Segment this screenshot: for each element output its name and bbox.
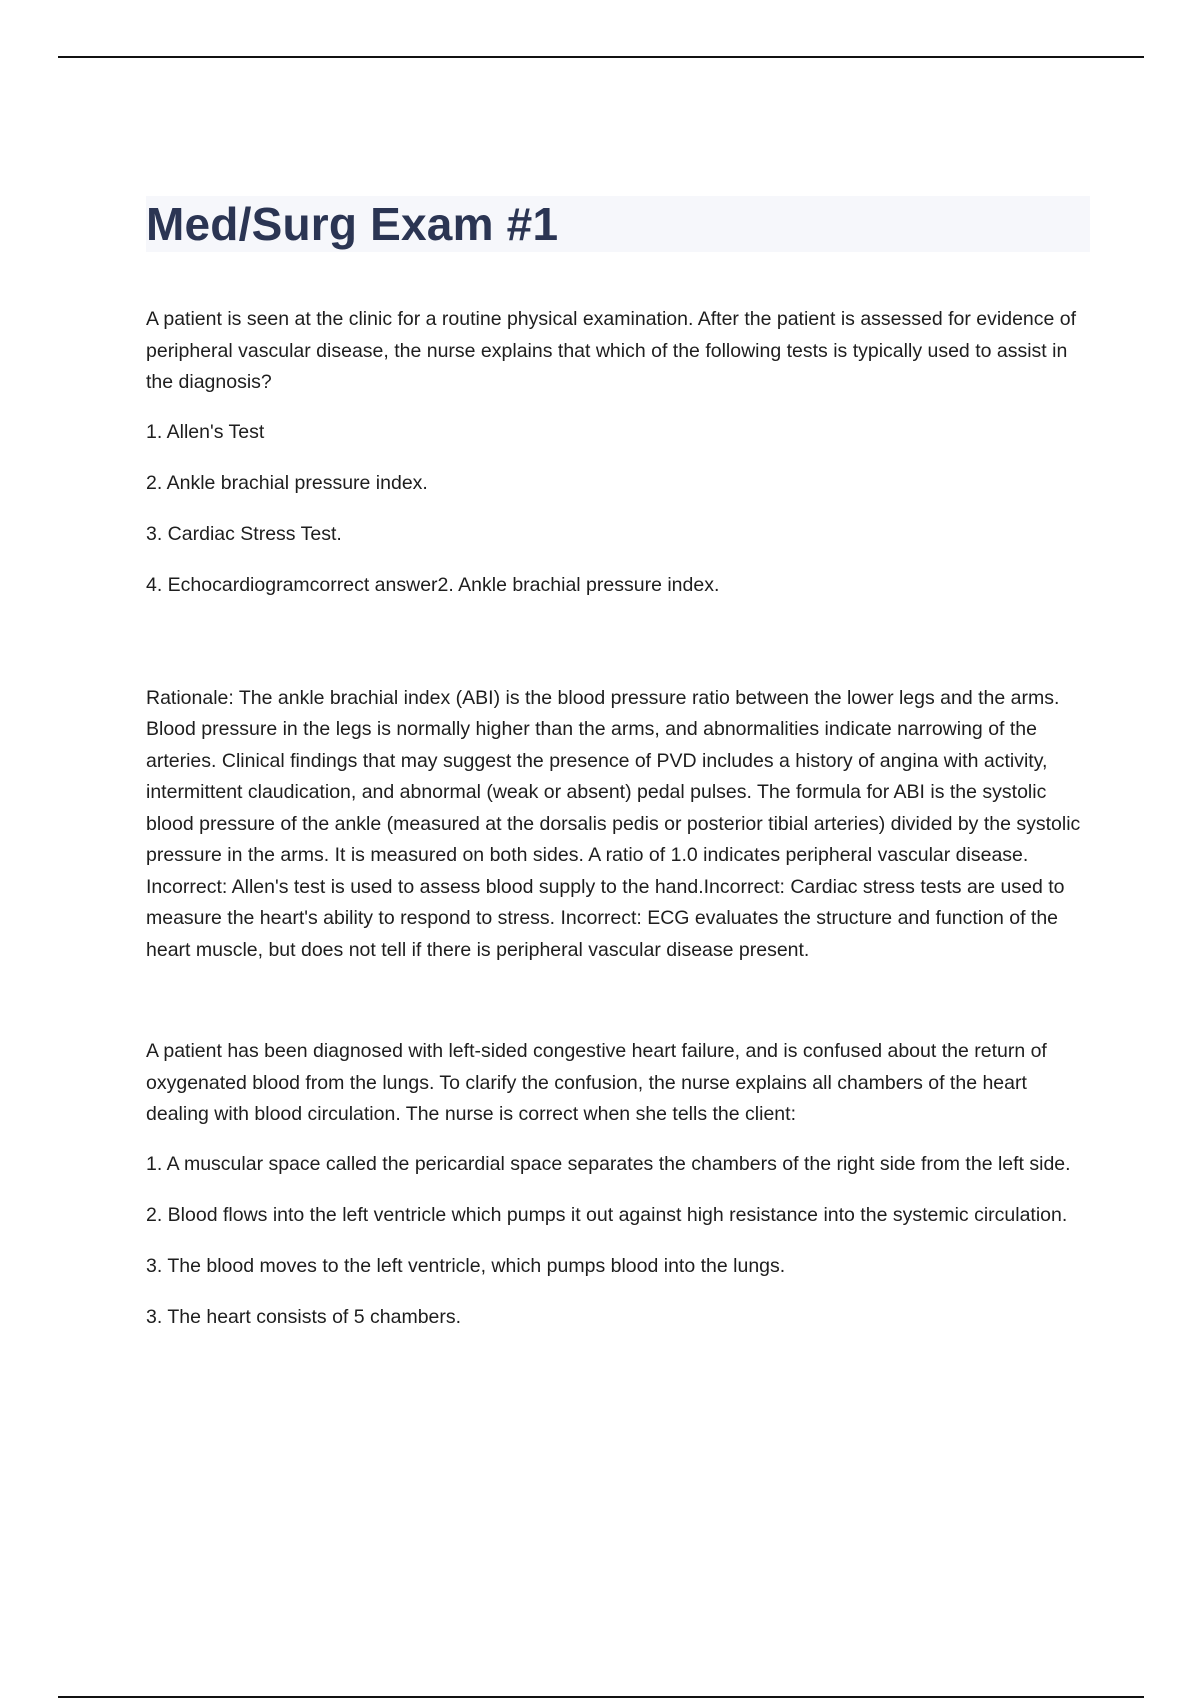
question-1-option-4-answer: 4. Echocardiogramcorrect answer2. Ankle brachial pressure index. (146, 573, 720, 596)
question-2-option-3: 3. The blood moves to the left ventricle, which pumps blood into the lungs. (146, 1254, 786, 1277)
question-2-option-1: 1. A muscular space called the pericardial space separates the chambers of the right side from the left side. (146, 1152, 1071, 1175)
document-title: Med/Surg Exam #1 (146, 198, 559, 250)
bottom-rule (58, 1696, 1144, 1698)
question-1-option-1: 1. Allen's Test (146, 420, 265, 443)
question-2-option-2: 2. Blood flows into the left ventricle which pumps it out against high resistance into the systemic circulation. (146, 1203, 1068, 1226)
question-2-option-4: 3. The heart consists of 5 chambers. (146, 1305, 462, 1328)
title-band (146, 196, 1090, 252)
top-rule (58, 56, 1144, 58)
question-1-option-2: 2. Ankle brachial pressure index. (146, 471, 428, 494)
question-2-stem: A patient has been diagnosed with left-sided congestive heart failure, and is confused about the return of oxygenated blood from the lungs. To clarify the confusion, the nurse explains all chambers of the heart dealing with blood circulation. The nurse is correct when she tells the client: (146, 1040, 1047, 1125)
question-1-rationale: Rationale: The ankle brachial index (ABI) is the blood pressure ratio between the lower legs and the arms. Blood pressure in the legs is normally higher than the arms, and abnormalities indicate narrowing of the arteries. Clinical findings that may suggest the presence of PVD includes a history of angina with activity, intermittent claudication, and abnormal (weak or absent) pedal pulses. The formula for ABI is the systolic blood pressure of the ankle (measured at the dorsalis pedis or posterior tibial arteries) divided by the systolic pressure in the arms. It is measured on both sides. A ratio of 1.0 indicates peripheral vascular disease. Incorrect: Allen's test is used to assess blood supply to the hand.Incorrect: Cardiac stress tests are used to measure the heart's ability to respond to stress. Incorrect: ECG evaluates the structure and function of the heart muscle, but does not tell if there is peripheral vascular disease present. (146, 686, 1081, 961)
spacer (146, 621, 1090, 683)
spacer (146, 966, 1090, 1036)
question-1 (146, 304, 1090, 966)
document-body (146, 196, 1090, 1353)
question-1-stem: A patient is seen at the clinic for a routine physical examination. After the patient is assessed for evidence of peripheral vascular disease, the nurse explains that which of the following tests is typically used to assist in the diagnosis? (146, 308, 1077, 393)
question-1-option-3: 3. Cardiac Stress Test. (146, 522, 342, 545)
question-2 (146, 1036, 1090, 1332)
